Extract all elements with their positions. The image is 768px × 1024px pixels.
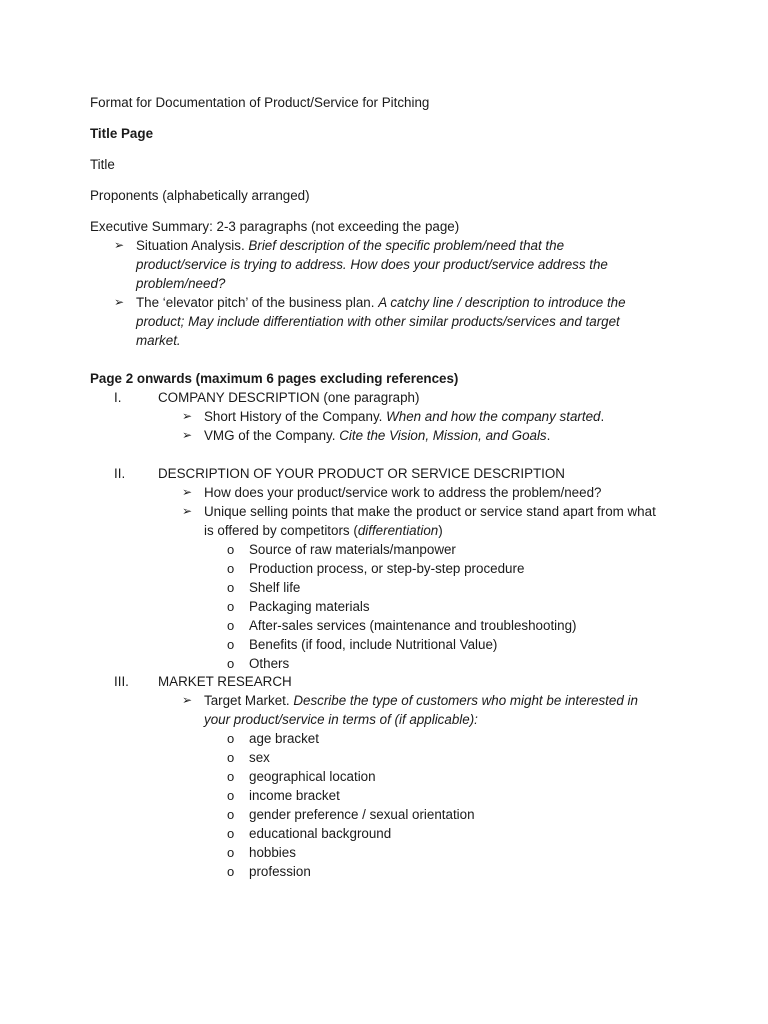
- situation-analysis-label: Situation Analysis.: [136, 238, 245, 253]
- list-item: After-sales services (maintenance and troubleshooting): [249, 618, 577, 633]
- list-item: sex: [249, 750, 270, 765]
- elevator-pitch-text-2: product; May include differentiation with other similar products/services and target: [136, 314, 620, 329]
- section-title-product-description: DESCRIPTION OF YOUR PRODUCT OR SERVICE DESCRIPTION: [158, 466, 565, 481]
- arrow-bullet-icon: ➢: [182, 485, 193, 499]
- arrow-bullet-icon: ➢: [182, 693, 193, 707]
- elevator-pitch-label: The ‘elevator pitch’ of the business plan.: [136, 295, 375, 310]
- target-market-text-2: your product/service in terms of (if applicable):: [204, 712, 478, 727]
- how-product-works-item: How does your product/service work to address the problem/need?: [204, 485, 602, 500]
- usp-line2-pre: is offered by competitors (: [204, 523, 358, 538]
- circle-bullet-icon: o: [227, 542, 235, 557]
- vmg-text: Cite the Vision, Mission, and Goals: [339, 428, 547, 443]
- vmg-item: [204, 426, 550, 445]
- circle-bullet-icon: o: [227, 656, 235, 671]
- short-history-text: When and how the company started: [386, 409, 601, 424]
- circle-bullet-icon: o: [227, 599, 235, 614]
- elevator-pitch-text-1: A catchy line / description to introduce the: [378, 295, 626, 310]
- title-page-heading: Title Page: [90, 126, 154, 141]
- circle-bullet-icon: o: [227, 826, 235, 841]
- circle-bullet-icon: o: [227, 637, 235, 652]
- circle-bullet-icon: o: [227, 769, 235, 784]
- circle-bullet-icon: o: [227, 580, 235, 595]
- circle-bullet-icon: o: [227, 731, 235, 746]
- document-title: Format for Documentation of Product/Service for Pitching: [90, 95, 430, 110]
- elevator-pitch-line1: [136, 293, 626, 312]
- list-item: Packaging materials: [249, 599, 370, 614]
- list-item: gender preference / sexual orientation: [249, 807, 475, 822]
- situation-analysis-line1: [136, 236, 564, 255]
- executive-summary-heading: Executive Summary: 2-3 paragraphs (not exceeding the page): [90, 219, 460, 234]
- circle-bullet-icon: o: [227, 618, 235, 633]
- section-title-market-research: MARKET RESEARCH: [158, 674, 292, 689]
- arrow-bullet-icon: ➢: [182, 409, 193, 423]
- situation-analysis-text-1: Brief description of the specific problem/need that the: [248, 238, 565, 253]
- target-market-line1: [204, 691, 638, 710]
- usp-line2-post: ): [438, 523, 443, 538]
- section-title-company-description: COMPANY DESCRIPTION (one paragraph): [158, 390, 420, 405]
- vmg-label: VMG of the Company.: [204, 428, 336, 443]
- list-item: educational background: [249, 826, 392, 841]
- title-label: Title: [90, 157, 115, 172]
- section-number: II.: [114, 466, 126, 481]
- list-item: Benefits (if food, include Nutritional Value): [249, 637, 498, 652]
- usp-line1: Unique selling points that make the product or service stand apart from what: [204, 504, 656, 519]
- list-item: profession: [249, 864, 311, 879]
- usp-line2-italic: differentiation: [357, 523, 439, 538]
- list-item: Production process, or step-by-step procedure: [249, 561, 525, 576]
- short-history-label: Short History of the Company.: [204, 409, 383, 424]
- circle-bullet-icon: o: [227, 750, 235, 765]
- situation-analysis-text-2: product/service is trying to address. How does your product/service address the: [136, 257, 608, 272]
- circle-bullet-icon: o: [227, 845, 235, 860]
- elevator-pitch-text-3: market.: [136, 333, 181, 348]
- list-item: geographical location: [249, 769, 376, 784]
- proponents-label: Proponents (alphabetically arranged): [90, 188, 310, 203]
- list-item: Others: [249, 656, 290, 671]
- circle-bullet-icon: o: [227, 788, 235, 803]
- list-item: Shelf life: [249, 580, 301, 595]
- arrow-bullet-icon: ➢: [114, 295, 125, 309]
- arrow-bullet-icon: ➢: [182, 428, 193, 442]
- page2-heading: Page 2 onwards (maximum 6 pages excluding references): [90, 371, 459, 386]
- section-number: III.: [114, 674, 129, 689]
- vmg-tail: .: [546, 428, 551, 443]
- target-market-text-1: Describe the type of customers who might be interested in: [293, 693, 638, 708]
- situation-analysis-text-3: problem/need?: [136, 276, 226, 291]
- list-item: hobbies: [249, 845, 296, 860]
- list-item: income bracket: [249, 788, 340, 803]
- short-history-tail: .: [600, 409, 605, 424]
- circle-bullet-icon: o: [227, 864, 235, 879]
- list-item: Source of raw materials/manpower: [249, 542, 456, 557]
- arrow-bullet-icon: ➢: [182, 504, 193, 518]
- arrow-bullet-icon: ➢: [114, 238, 125, 252]
- circle-bullet-icon: o: [227, 561, 235, 576]
- list-item: age bracket: [249, 731, 319, 746]
- section-number: I.: [114, 390, 122, 405]
- target-market-label: Target Market.: [204, 693, 290, 708]
- short-history-item: [204, 407, 604, 426]
- circle-bullet-icon: o: [227, 807, 235, 822]
- usp-line2: [204, 521, 443, 540]
